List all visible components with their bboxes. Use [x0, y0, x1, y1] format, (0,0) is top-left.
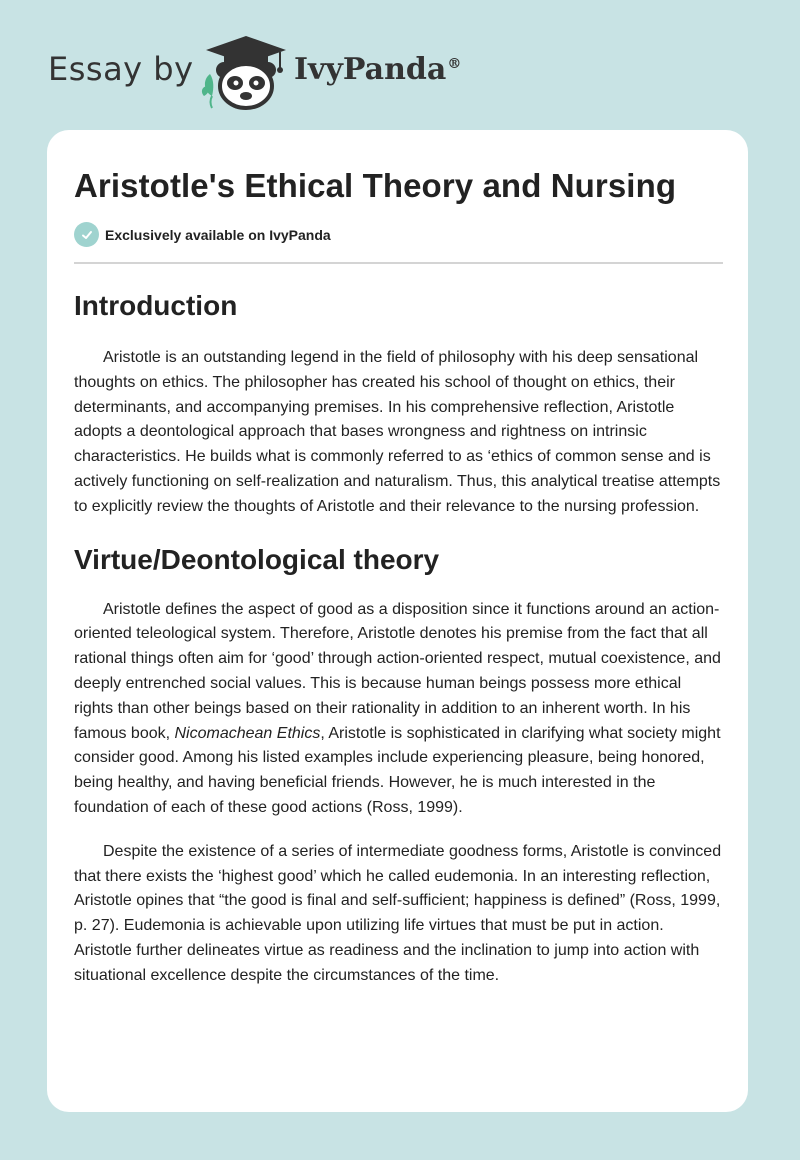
check-circle-icon [74, 222, 99, 247]
paragraph: Despite the existence of a series of intermediate goodness forms, Aristotle is convinced that there exists the ‘highest good’ which he called eudemonia. In an interesting reflection, Aristotle opines that “the good is final and self-sufficient; happiness is defined” (Ross, 1999, p. 27). Eudemonia is achievable upon utilizing life virtues that must be put in action. Aristotle further delineates virtue as readiness and the inclination to jump into action with situational excellence despite the circumstances of the time. [74, 842, 722, 984]
brand-prefix: Essay by [48, 50, 194, 88]
badge-text: Exclusively available on IvyPanda [105, 226, 331, 243]
panda-logo-icon[interactable] [200, 34, 292, 110]
registered-mark: ® [447, 56, 462, 72]
book-title: Nicomachean Ethics [174, 724, 321, 742]
section-heading: Introduction [74, 290, 238, 321]
section-virtue-theory [74, 542, 723, 989]
brand-name[interactable]: IvyPanda® [294, 52, 462, 87]
exclusive-badge [74, 222, 723, 247]
divider [74, 262, 723, 264]
site-header [48, 30, 508, 110]
paragraph: Aristotle is an outstanding legend in the field of philosophy with his deep sensational thoughts on ethics. The philosopher has created his school of thought on ethics, their determinants, and accompanying premises. In his comprehensive reflection, Aristotle adopts a deontological approach that bases wrongness and rightness on intrinsic characteristics. He builds what is commonly referred to as ‘ethics of common sense and is actively functioning on self-realization and naturalism. Thus, this analytical treatise attempts to explicitly review the thoughts of Aristotle and their relevance to the nursing profession. [74, 349, 721, 515]
section-heading: Virtue/Deontological theory [74, 543, 440, 575]
leaf-icon [202, 74, 213, 108]
section-introduction [74, 288, 723, 520]
paragraph: Aristotle defines the aspect of good as a disposition since it functions around an action-oriented teleological system. Therefore, Aristotle denotes his premise from the fact that all rational things often aim for ‘good’ through action-oriented respect, mutual coexistence, and deeply entrenched social values. This is because human beings possess more ethical rights than other beings based on their rationality in addition to an inherent worth. In his famous book, Nicomachean Ethics, Aristotle is sophisticated in clarifying what society might consider good. Among his listed examples include experiencing pleasure, being honored, being healthy, and having beneficial friends. However, he is much interested in the foundation of each of these good actions (Ross, 1999). [74, 600, 721, 816]
essay-card [47, 130, 748, 1112]
essay-title: Aristotle's Ethical Theory and Nursing [74, 167, 677, 204]
